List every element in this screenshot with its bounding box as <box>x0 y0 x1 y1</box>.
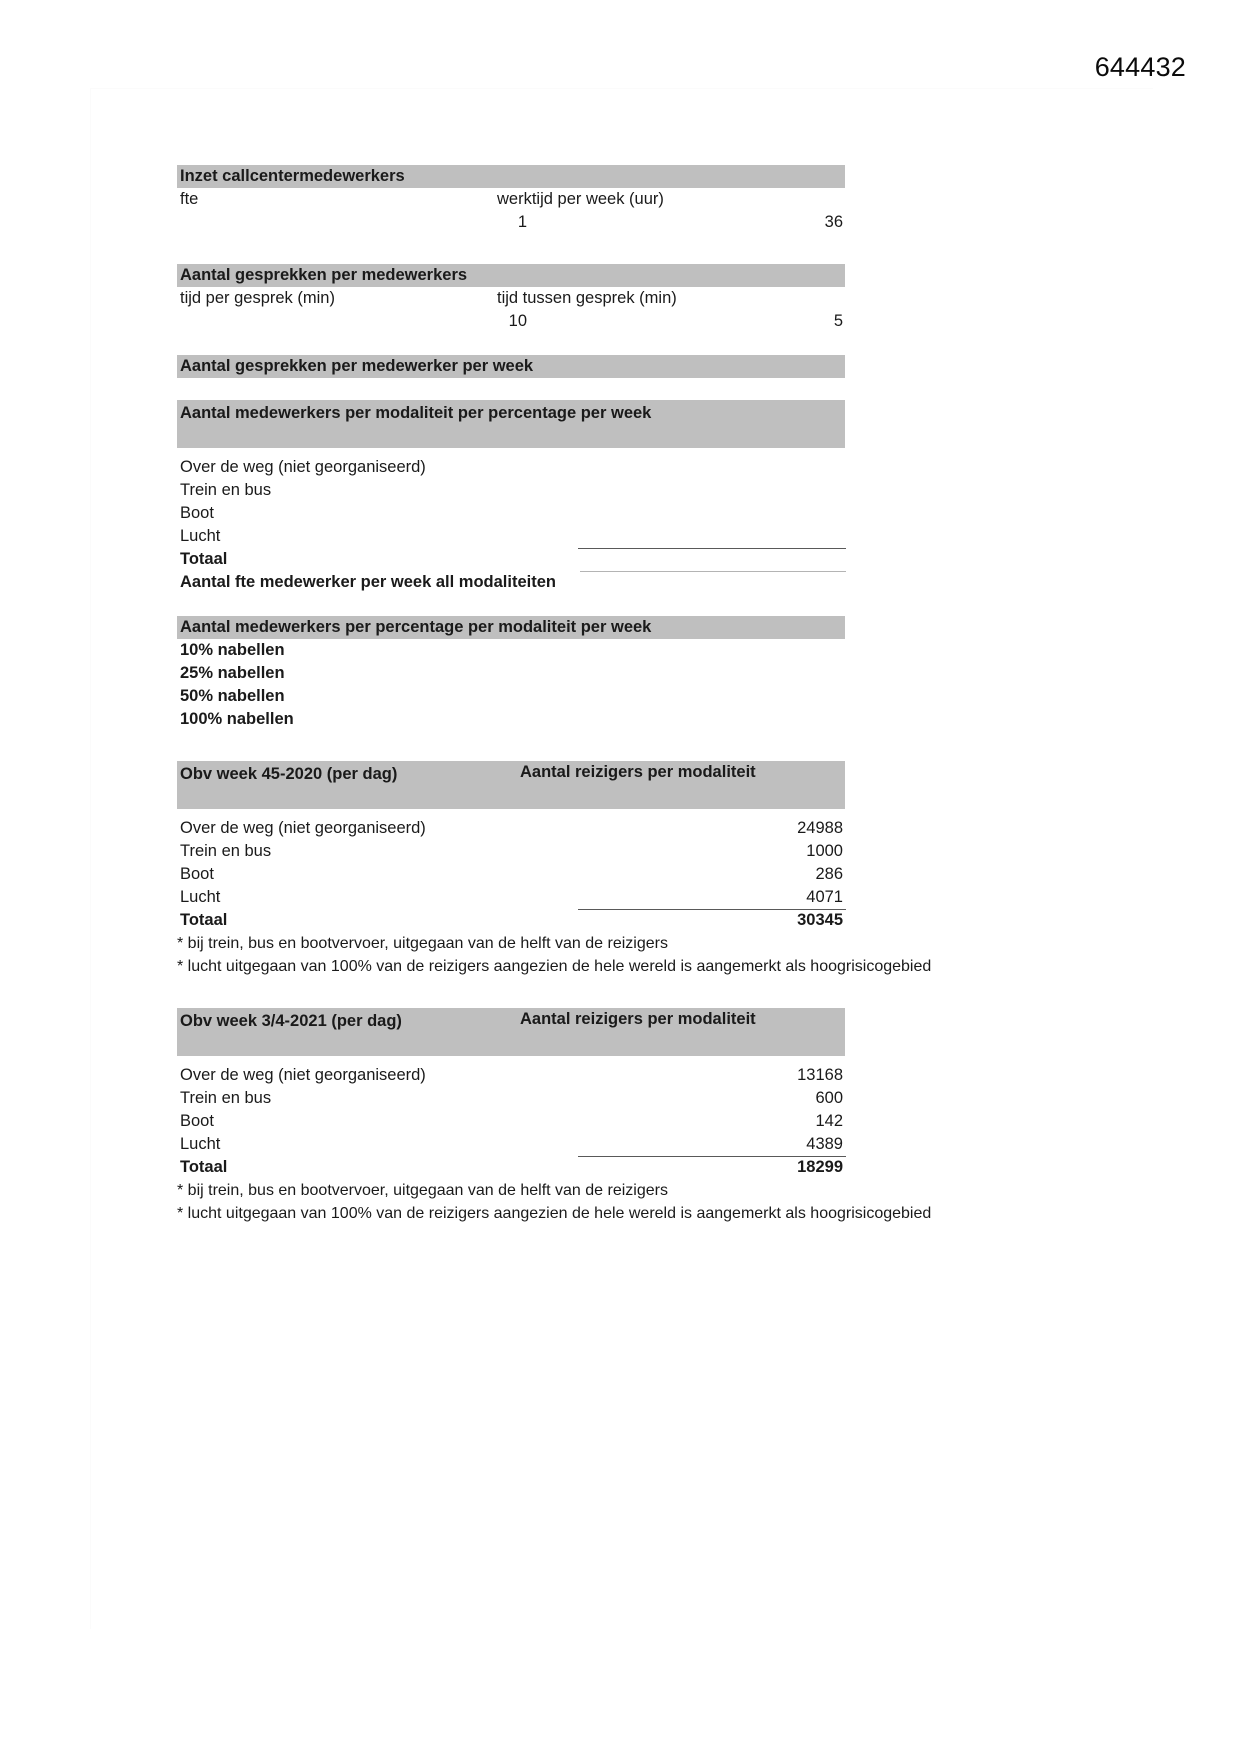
modality-row <box>177 502 1137 525</box>
table-row-label: Boot <box>180 1112 214 1130</box>
modality-label: Over de weg (niet georganiseerd) <box>180 458 426 476</box>
nabellen-label: 25% nabellen <box>180 664 285 682</box>
modality-label: Boot <box>180 504 214 522</box>
table-total-value: 30345 <box>797 911 843 929</box>
spacer <box>177 731 1137 761</box>
spacer <box>177 448 1137 456</box>
table-total-label: Totaal <box>180 1158 228 1176</box>
staffing-label-worktime: werktijd per week (uur) <box>497 190 664 208</box>
table-row-label: Lucht <box>180 888 221 906</box>
modality-row <box>177 456 1137 479</box>
spacer <box>177 378 1137 400</box>
table-row-label: Trein en bus <box>180 842 272 860</box>
calls-label-between: tijd tussen gesprek (min) <box>497 289 677 307</box>
table-total-row <box>177 909 1137 932</box>
modality-footer-label: Aantal fte medewerker per week all modaliteiten <box>180 573 556 591</box>
spacer <box>177 234 1137 264</box>
nabellen-row <box>177 662 1137 685</box>
spacer <box>177 333 1137 355</box>
table-row-label: Boot <box>180 865 214 883</box>
table-row-value: 4389 <box>806 1135 843 1153</box>
calls-labels-row <box>177 287 1137 310</box>
section-header-calls-per-employee-label: Aantal gesprekken per medewerkers <box>180 266 468 284</box>
table-row-value: 286 <box>815 865 843 883</box>
table-row <box>177 1133 1137 1156</box>
section-header-staffing-label: Inzet callcentermedewerkers <box>180 167 405 185</box>
staffing-value-fte: 1 <box>517 213 527 231</box>
table-row <box>177 1087 1137 1110</box>
modality-row <box>177 479 1137 502</box>
nabellen-row <box>177 639 1137 662</box>
staffing-labels-row <box>177 188 1137 211</box>
spacer <box>177 978 1137 1008</box>
table-row-label: Over de weg (niet georganiseerd) <box>180 819 426 837</box>
modality-label: Lucht <box>180 527 221 545</box>
table-total-value: 18299 <box>797 1158 843 1176</box>
table-row-label: Trein en bus <box>180 1089 272 1107</box>
section-header-calls-per-employee <box>177 264 845 287</box>
table-note: * bij trein, bus en bootvervoer, uitgegaan van de helft van de reizigers <box>177 1182 668 1199</box>
calls-value-duration: 10 <box>508 312 527 330</box>
section-header-employees-per-modality-label: Aantal medewerkers per modaliteit per percentage per week <box>180 404 652 422</box>
nabellen-row <box>177 708 1137 731</box>
table-note: * bij trein, bus en bootvervoer, uitgegaan van de helft van de reizigers <box>177 935 668 952</box>
table-row <box>177 1064 1137 1087</box>
section-header-employees-per-percentage <box>177 616 845 639</box>
table-column-header: Aantal reizigers per modaliteit <box>520 1010 756 1028</box>
spacer <box>177 1056 1137 1064</box>
table-row-value: 142 <box>815 1112 843 1130</box>
nabellen-label: 100% nabellen <box>180 710 294 728</box>
table-row <box>177 886 1137 909</box>
table-row <box>177 863 1137 886</box>
table-column-header: Aantal reizigers per modaliteit <box>520 763 756 781</box>
spreadsheet-content <box>177 165 1137 1225</box>
staffing-label-fte: fte <box>180 190 199 208</box>
spacer <box>177 809 1137 817</box>
table-row <box>177 1110 1137 1133</box>
modality-total-row <box>177 548 1137 571</box>
modality-footer-row <box>177 571 1137 594</box>
spacer <box>177 594 1137 616</box>
nabellen-label: 10% nabellen <box>180 641 285 659</box>
section-header-employees-per-percentage-label: Aantal medewerkers per percentage per modaliteit per week <box>180 618 652 636</box>
table-note: * lucht uitgegaan van 100% van de reizigers aangezien de hele wereld is aangemerkt als hoogrisicogebied <box>177 1205 932 1222</box>
table-header-week-45-2020 <box>177 761 845 809</box>
table-row-label: Over de weg (niet georganiseerd) <box>180 1066 426 1084</box>
section-header-staffing <box>177 165 845 188</box>
modality-row <box>177 525 1137 548</box>
table-row-label: Lucht <box>180 1135 221 1153</box>
table-row-value: 24988 <box>797 819 843 837</box>
nabellen-label: 50% nabellen <box>180 687 285 705</box>
table-title: Obv week 3/4-2021 (per dag) <box>180 1012 402 1030</box>
section-header-calls-per-week-label: Aantal gesprekken per medewerker per week <box>180 357 534 375</box>
calls-value-between: 5 <box>833 312 843 330</box>
section-header-employees-per-modality <box>177 400 845 448</box>
table-row <box>177 817 1137 840</box>
staffing-values-row <box>177 211 1137 234</box>
table-total-label: Totaal <box>180 911 228 929</box>
document-number: 644432 <box>1094 52 1186 82</box>
table-row-value: 13168 <box>797 1066 843 1084</box>
table-title: Obv week 45-2020 (per dag) <box>180 765 398 783</box>
table-row-value: 4071 <box>806 888 843 906</box>
table-row <box>177 840 1137 863</box>
section-header-calls-per-week <box>177 355 845 378</box>
table-header-week-3-4-2021 <box>177 1008 845 1056</box>
calls-values-row <box>177 310 1137 333</box>
table-row-value: 1000 <box>806 842 843 860</box>
nabellen-row <box>177 685 1137 708</box>
modality-label: Trein en bus <box>180 481 272 499</box>
table-total-row <box>177 1156 1137 1179</box>
modality-total-label: Totaal <box>180 550 228 568</box>
table-note: * lucht uitgegaan van 100% van de reizigers aangezien de hele wereld is aangemerkt als hoogrisicogebied <box>177 958 932 975</box>
table-row-value: 600 <box>815 1089 843 1107</box>
staffing-value-worktime: 36 <box>824 213 843 231</box>
calls-label-duration: tijd per gesprek (min) <box>180 289 335 307</box>
